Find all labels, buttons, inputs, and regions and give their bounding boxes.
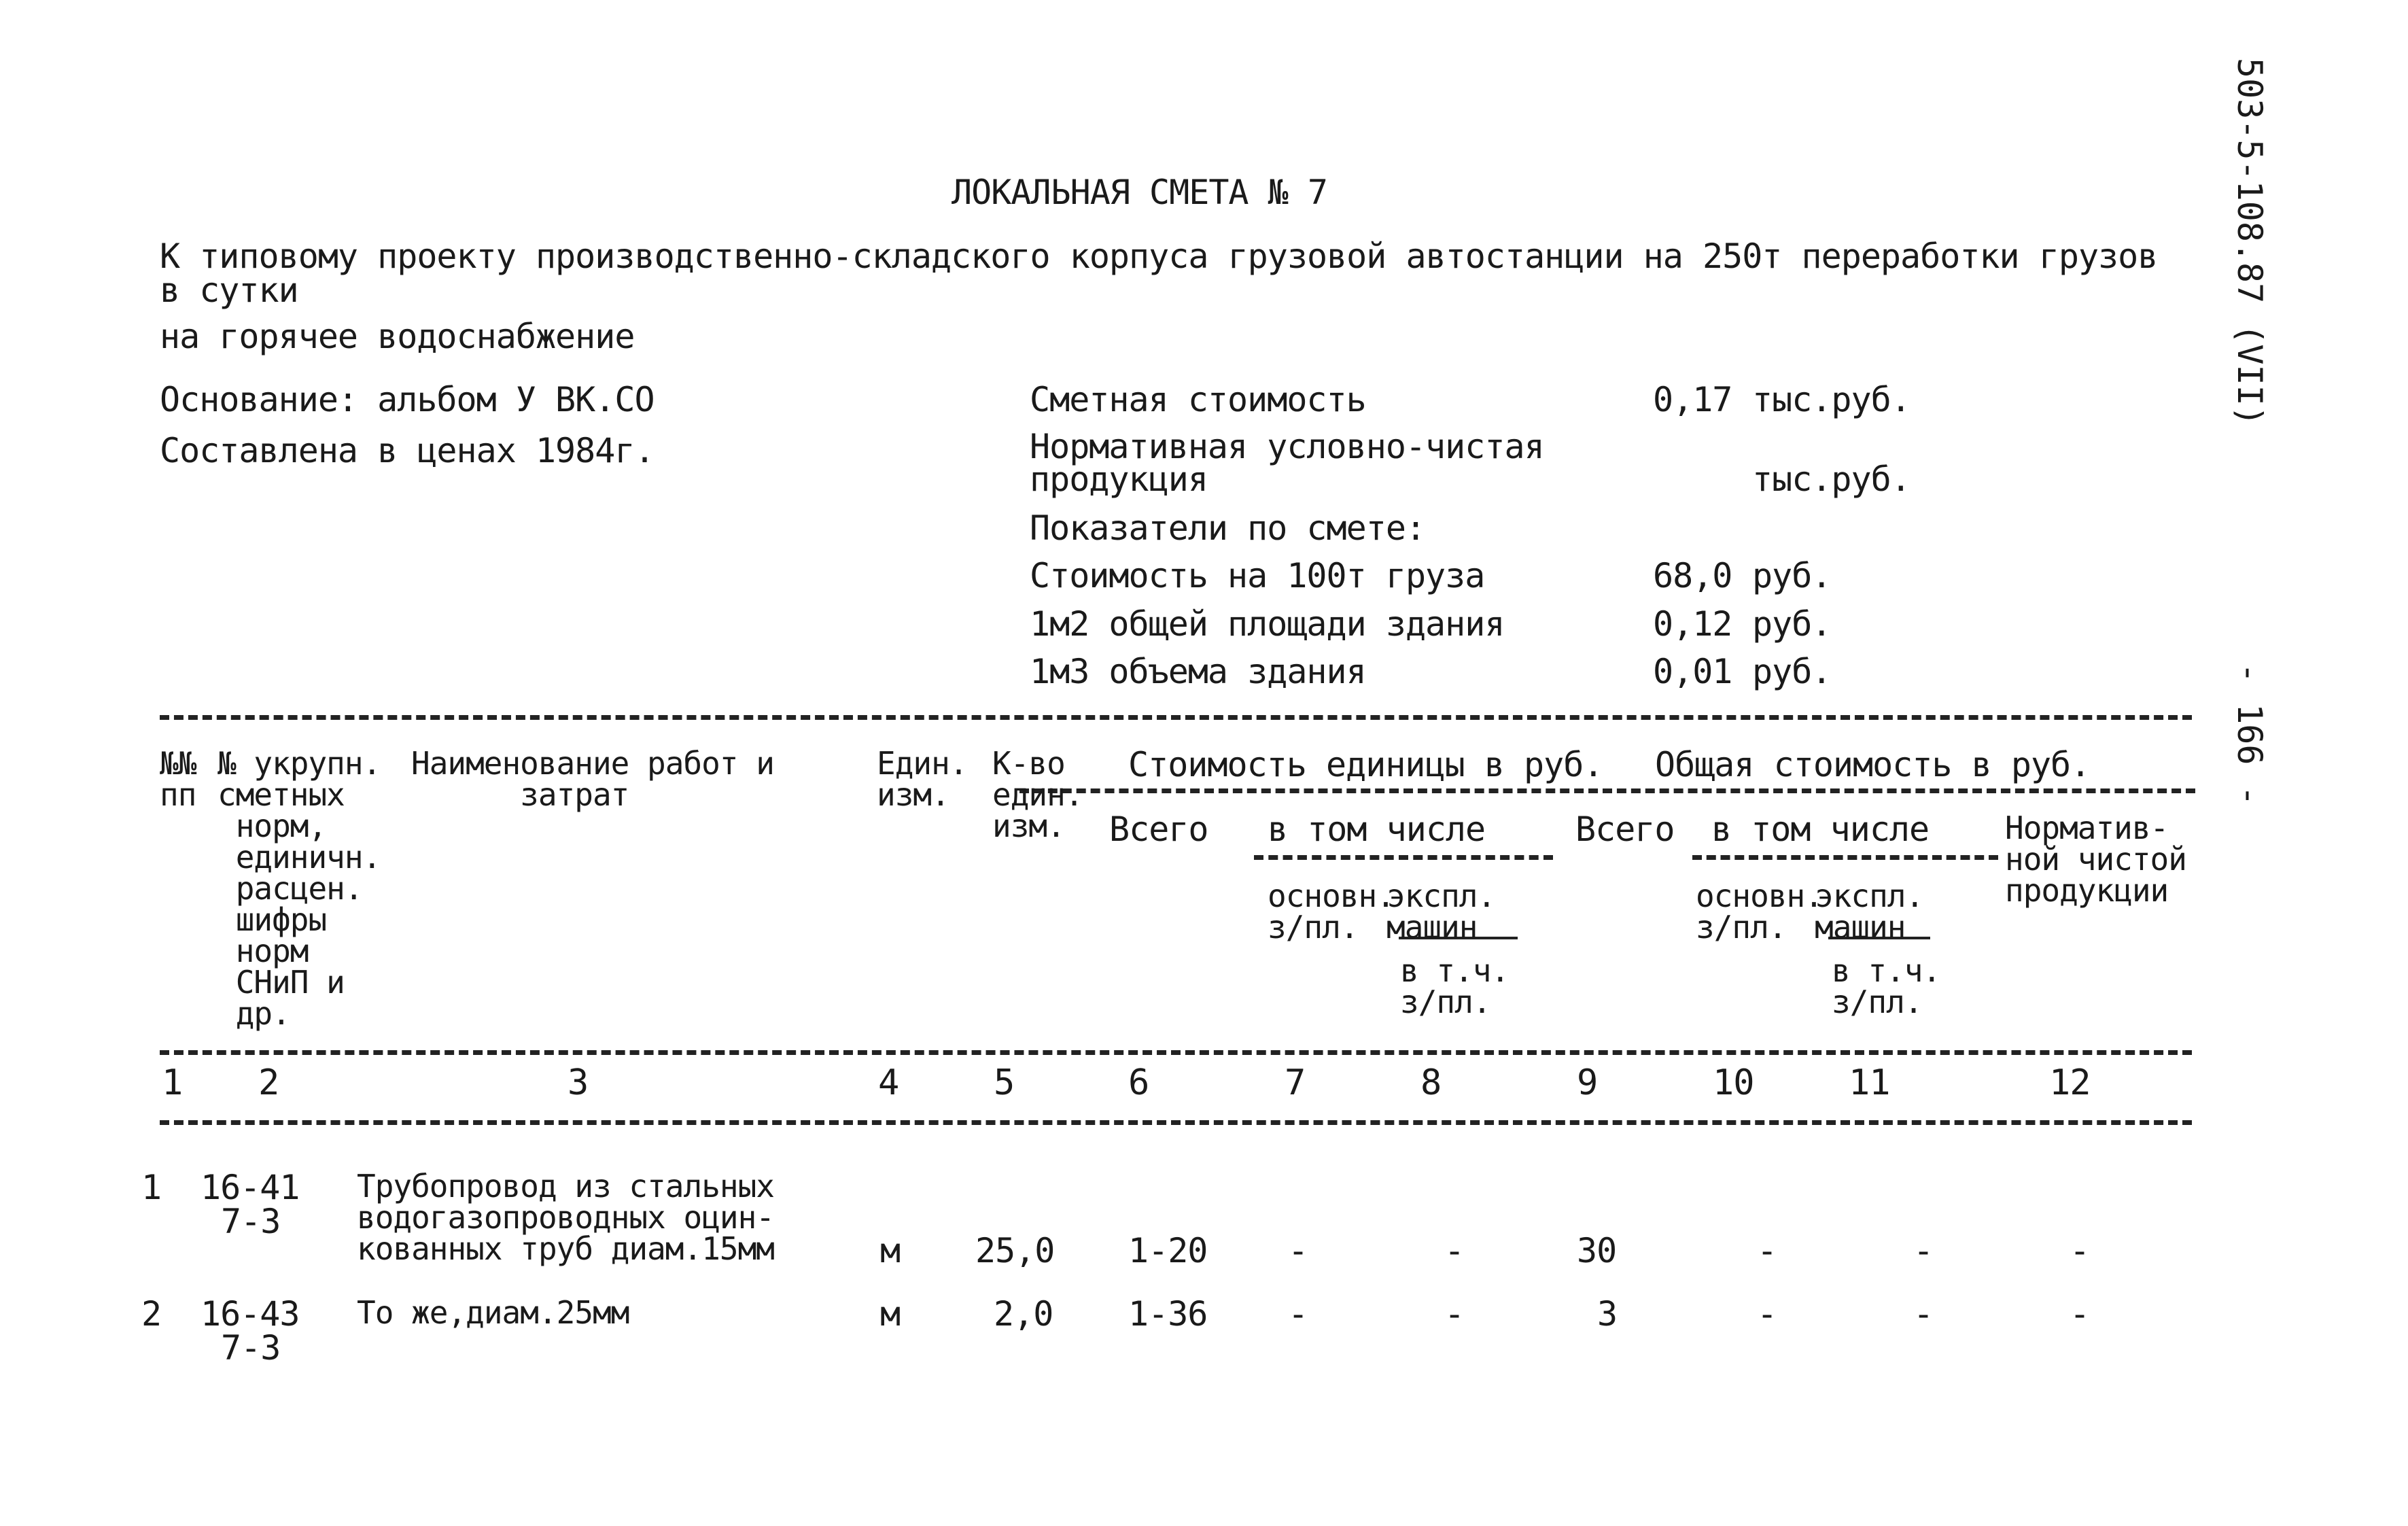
col-number-12: 12	[2049, 1062, 2091, 1103]
row-1-total-basic: -	[1757, 1231, 1777, 1270]
row-1-unit-mach: -	[1444, 1231, 1465, 1270]
m2-unit: руб.	[1752, 604, 1832, 644]
per100-value: 68,0	[1653, 556, 1732, 595]
project-line-2: в сутки	[160, 271, 298, 310]
norm-unit: тыс.руб.	[1752, 459, 1910, 499]
row-1-qty: 25,0	[975, 1231, 1055, 1270]
table-top-rule	[160, 715, 2192, 720]
col-number-1: 1	[162, 1062, 183, 1103]
cost-unit: тыс.руб.	[1752, 380, 1910, 419]
col-number-7: 7	[1285, 1062, 1306, 1103]
row-1-unit-basic: -	[1288, 1231, 1308, 1270]
album-code: 503-5-108.87 (VII)	[2230, 58, 2269, 426]
row-2-number: 2	[141, 1294, 162, 1334]
col-number-6: 6	[1128, 1062, 1149, 1103]
row-1-code: 16-41	[200, 1168, 300, 1207]
document-title: ЛОКАЛЬНАЯ СМЕТА № 7	[952, 173, 1327, 212]
indicators-label: Показатели по смете:	[1030, 508, 1426, 548]
row-1-unit-total: 1-20	[1128, 1231, 1208, 1270]
row-2-total-mach: -	[1913, 1294, 1934, 1334]
col-number-3: 3	[568, 1062, 589, 1103]
total-cost-header: Общая стоимость в руб.	[1655, 745, 2091, 784]
row-2-norm: -	[2070, 1294, 2090, 1334]
m3-unit: руб.	[1752, 652, 1832, 691]
purpose-line: на горячее водоснабжение	[160, 317, 635, 356]
m3-value: 0,01	[1653, 652, 1732, 691]
row-1-total-mach: -	[1913, 1231, 1934, 1270]
row-1-norm: -	[2070, 1231, 2090, 1270]
row-1-name: Трубопровод из стальных водогазопроводных оцин- кованных труб диам.15мм	[357, 1168, 774, 1267]
row-2-unit-basic: -	[1288, 1294, 1308, 1334]
col-number-8: 8	[1420, 1062, 1442, 1103]
col-header-qty: К-во един. изм.	[992, 745, 1083, 844]
col-numbers-rule	[160, 1120, 2192, 1125]
prices-line: Составлена в ценах 1984г.	[160, 431, 655, 470]
col-number-5: 5	[994, 1062, 1015, 1103]
page-number: - 166 -	[2230, 663, 2269, 806]
norm-label-1: Нормативная условно-чистая	[1030, 427, 1544, 466]
total-mach-header: экспл. машин	[1815, 878, 1924, 946]
basis-line: Основание: альбом У ВК.СО	[160, 380, 655, 419]
unit-all-header: Всего	[1109, 810, 1208, 849]
cost-value: 0,17	[1653, 380, 1732, 419]
row-1-number: 1	[141, 1168, 162, 1207]
per100-unit: руб.	[1752, 556, 1832, 595]
row-2-unit: м	[880, 1294, 901, 1334]
row-2-unit-total: 1-36	[1128, 1294, 1208, 1334]
row-2-qty: 2,0	[994, 1294, 1053, 1334]
m2-value: 0,12	[1653, 604, 1732, 644]
cost-label: Сметная стоимость	[1030, 380, 1366, 419]
col-number-11: 11	[1849, 1062, 1890, 1103]
incl-rule-2	[1692, 855, 1998, 860]
unit-mach-sub-header: в т.ч. з/пл.	[1400, 952, 1510, 1020]
col-header-unit: Един. изм.	[877, 745, 968, 813]
m3-label: 1м3 объема здания	[1030, 652, 1366, 691]
unit-incl-header: в том числе	[1268, 810, 1486, 849]
row-2-total-basic: -	[1757, 1294, 1777, 1334]
col-number-10: 10	[1713, 1062, 1754, 1103]
row-2-code: 16-43	[200, 1294, 300, 1334]
m2-label: 1м2 общей площади здания	[1030, 604, 1505, 644]
unit-basic-header: основн. з/пл.	[1268, 878, 1395, 946]
col-header-code: № укрупн. сметных норм, единичн. расцен. шифры норм СНиП и др.	[217, 745, 381, 1032]
incl-rule-1	[1254, 855, 1553, 860]
row-1-total: 30	[1577, 1231, 1617, 1270]
cost-group-rule	[1019, 788, 2195, 793]
per100-label: Стоимость на 100т груза	[1030, 556, 1485, 595]
row-2-name: То же,диам.25мм	[357, 1294, 629, 1331]
unit-cost-header: Стоимость единицы в руб.	[1128, 745, 1603, 784]
col-number-9: 9	[1577, 1062, 1598, 1103]
total-basic-header: основн. з/пл.	[1696, 878, 1823, 946]
row-2-code-sub: 7-3	[221, 1328, 281, 1368]
unit-mach-header: экспл. машин	[1386, 878, 1496, 946]
total-incl-header: в том числе	[1711, 810, 1930, 849]
row-1-unit: м	[880, 1231, 901, 1270]
row-2-unit-mach: -	[1444, 1294, 1465, 1334]
col-number-4: 4	[878, 1062, 899, 1103]
col-number-2: 2	[258, 1062, 279, 1103]
norm-product-header: Норматив- ной чистой продукции	[2005, 810, 2186, 909]
row-2-total: 3	[1597, 1294, 1618, 1334]
col-header-name: Наименование работ и затрат	[411, 745, 774, 813]
total-mach-sub-header: в т.ч. з/пл.	[1832, 952, 1941, 1020]
norm-label-2: продукция	[1030, 459, 1208, 499]
project-line-1: К типовому проекту производственно-складского корпуса грузовой автостанции на 250т переработки грузов	[160, 237, 2158, 276]
col-header-number: №№ пп	[160, 745, 196, 813]
total-all-header: Всего	[1575, 810, 1675, 849]
row-1-code-sub: 7-3	[221, 1202, 281, 1241]
header-bottom-rule	[160, 1050, 2192, 1055]
